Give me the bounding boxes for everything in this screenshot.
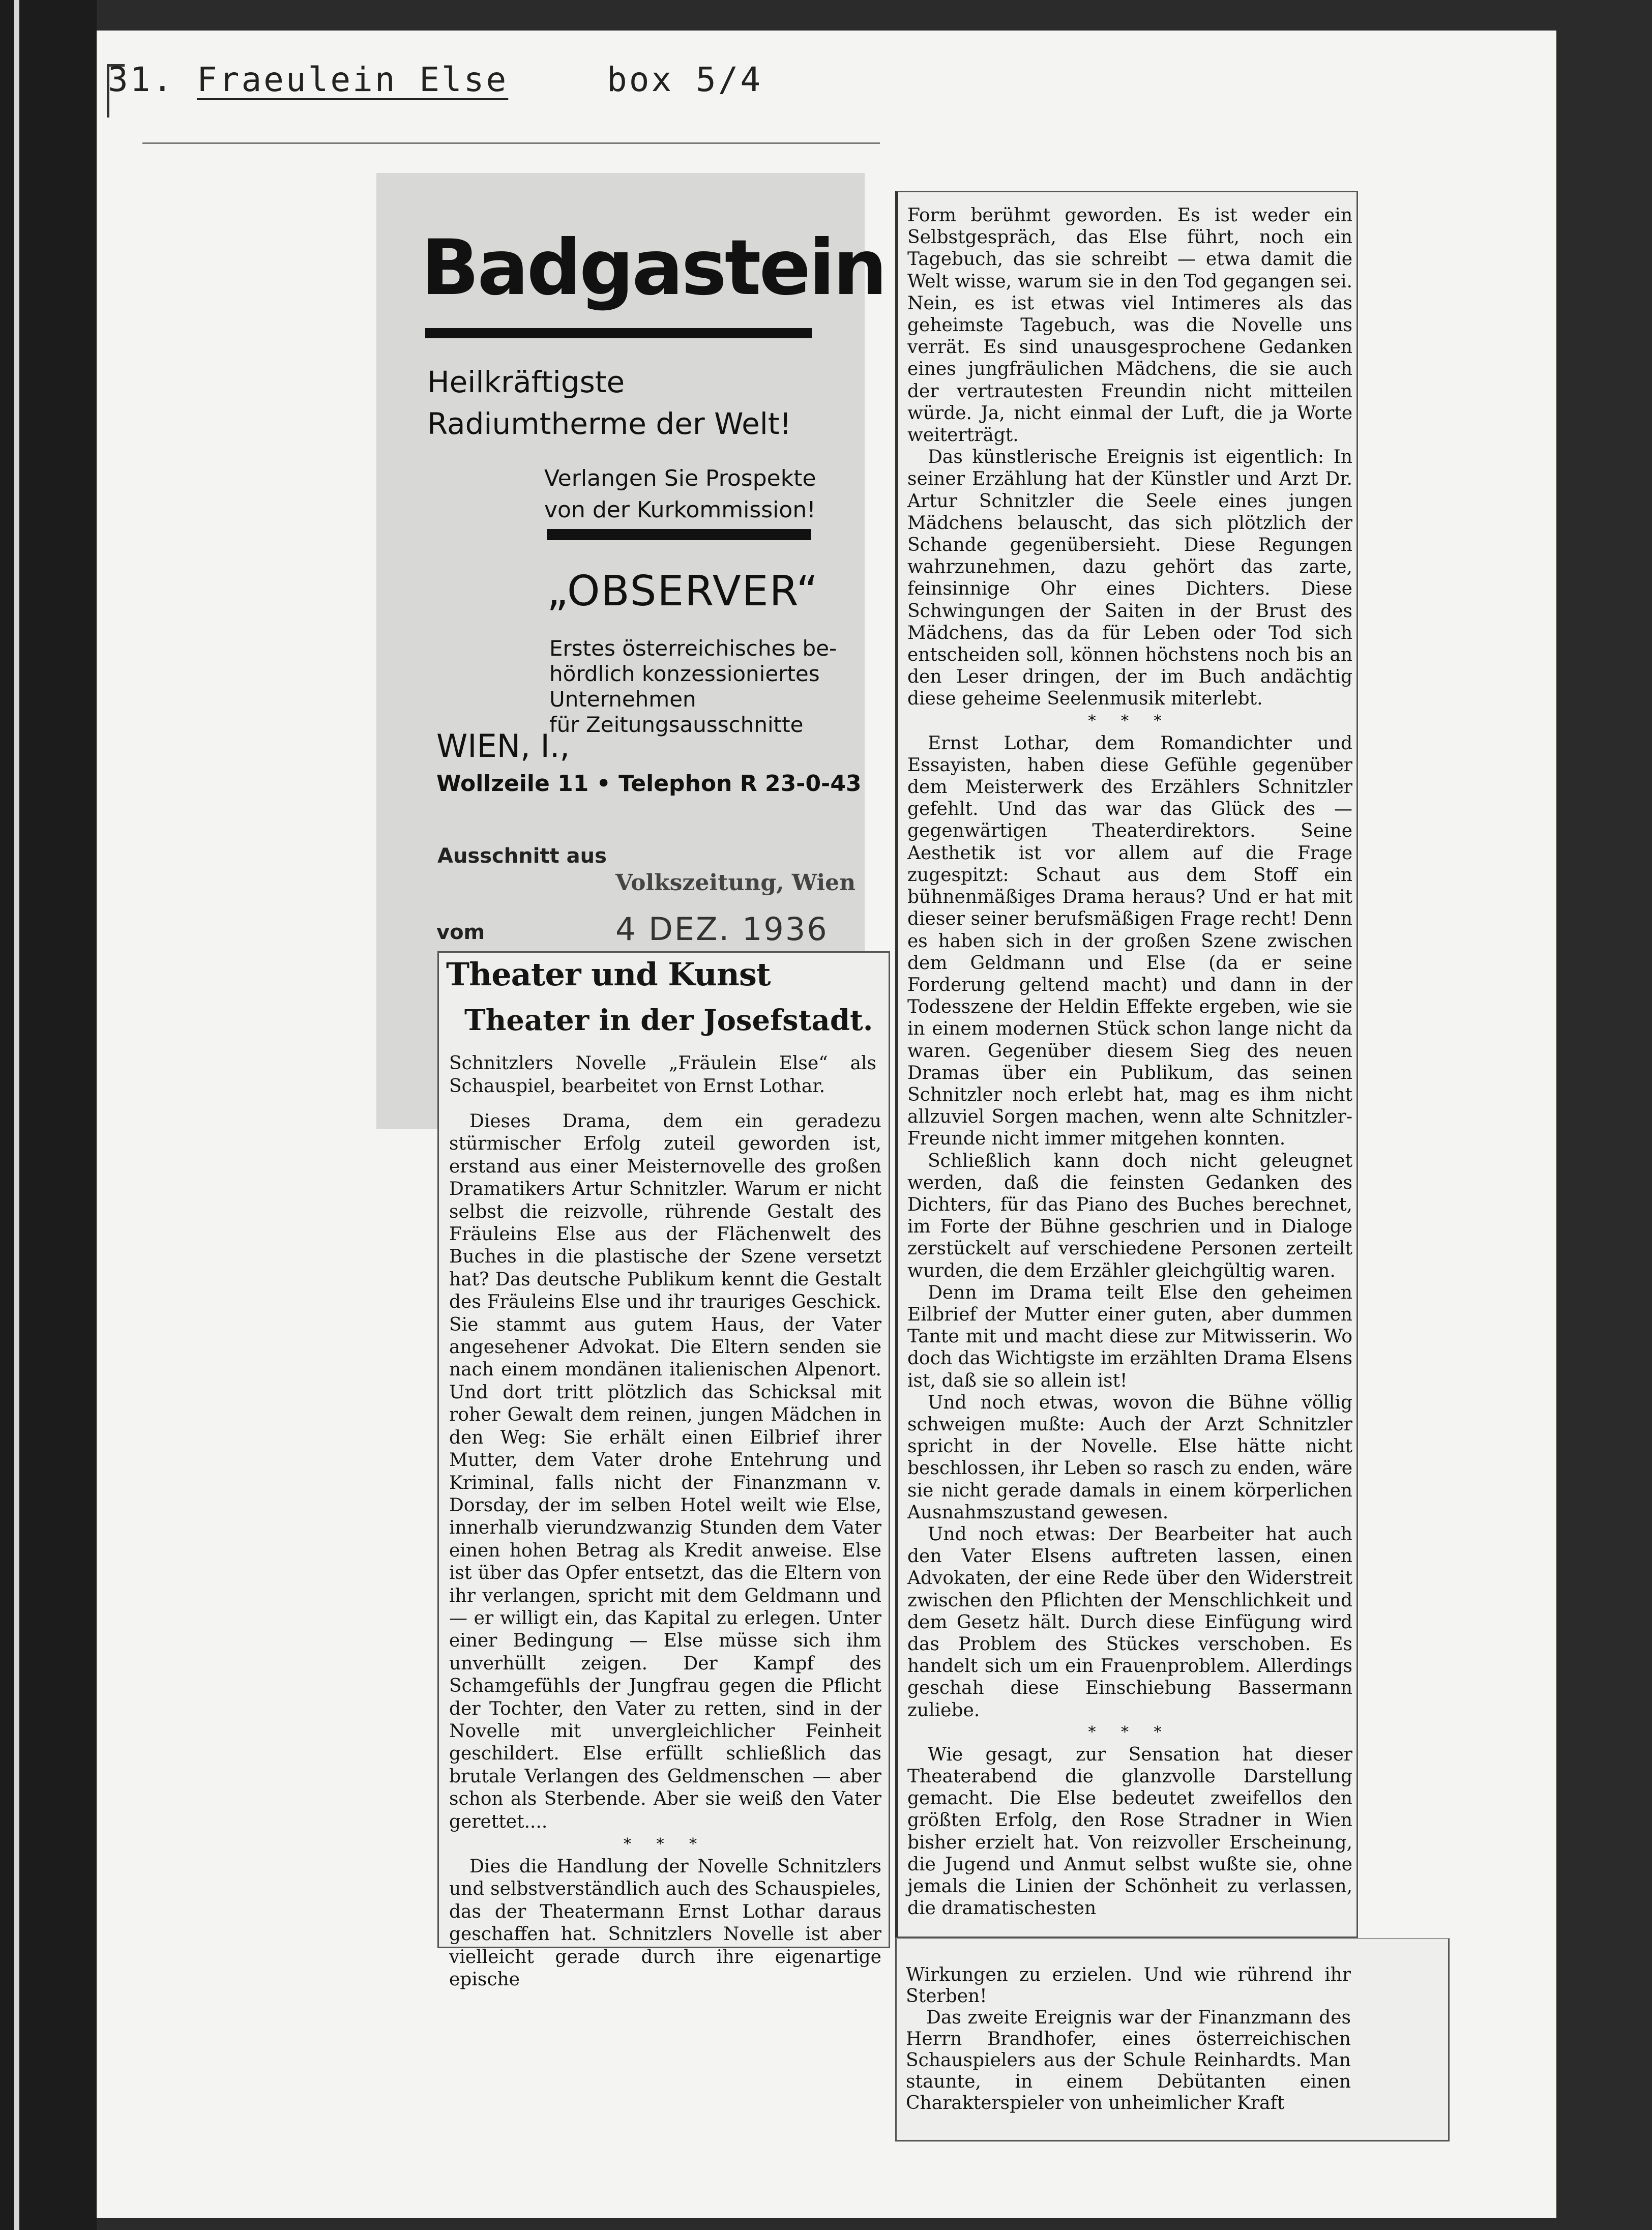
advert-rule-2 (547, 529, 811, 540)
header-rule (142, 142, 880, 144)
article-body-3 (906, 1964, 1351, 2114)
agency-address: Wollzeile 11 • Telephon R 23-0-43 (436, 771, 862, 797)
article-column-3 (895, 1938, 1450, 2141)
article-column-1 (437, 951, 890, 1990)
separator: * * * (1088, 712, 1172, 730)
paragraph: Denn im Drama teilt Else den geheimen Eilbrief der Mutter einer guten, aber dummen Tante mit und macht diese zur Mitwisserin. Wo doch das Wichtigste im erzählten Drama Elsens ist, daß sie so allein ist! (907, 1282, 1352, 1391)
article-body-1 (449, 1110, 881, 1991)
header-number: 31. (108, 60, 175, 99)
film-strip (14, 0, 19, 2230)
paragraph: Ernst Lothar, dem Romandichter und Essayisten, haben diese Gefühle gegenüber dem Meisterwerk des Erzählers Schnitzler gefehlt. Und das war das Glück des — gegenwärtigen Theaterdirektors. Seine Aesthetik ist vor allem auf die Frage zugespitzt: Schaut aus dem Stoff ein bühnenmäßiges Drama heraus? Und er hat mit dieser seiner berufsmäßigen Frage recht! Denn es haben sich in der großen Szene zwischen dem Geldmann und Else (da er seine Forderung geltend macht) und dann in der Todesszene der Heldin Effekte ergeben, wie sie in einem modernen Stück schon lange nicht da waren. Gegenüber diesem Sieg des neuen Dramas über ein Publikum, das seinen Schnitzler noch erlebt hat, mag es ihm nicht allzuviel Sorgen machen, wenn alte Schnitzler-Freunde nicht immer mitgehen konnten. (907, 732, 1352, 1150)
agency-desc-line: Erstes österreichisches be- (549, 636, 837, 661)
separator: * * * (1088, 1723, 1172, 1741)
paragraph: Das zweite Ereignis war der Finanzmann des Herrn Brandhofer, eines österreichischen Schauspielers aus der Schule Reinhardts. Man staunte, in einem Debütanten einen Charakterspieler von unheimlicher Kraft (906, 2007, 1351, 2114)
advert-rule (425, 328, 812, 338)
article-column-2 (895, 191, 1358, 1938)
advert-request (544, 463, 816, 526)
article-intro: Schnitzlers Novelle „Fräulein Else“ als Schauspiel, bearbeitet von Ernst Lothar. (449, 1053, 876, 1097)
paragraph: Und noch etwas: Der Bearbeiter hat auch den Vater Elsens auftreten lassen, einen Advokaten, der eine Rede über den Widerstreit zwischen den Pflichten der Menschlichkeit und dem Gesetz hält. Durch diese Einfügung wird das Problem des Stückes verschoben. Es handelt sich um ein Frauenproblem. Allerdings geschah diese Einschiebung Bassermann zuliebe. (907, 1523, 1352, 1721)
scan-left-edge (0, 0, 97, 2230)
paragraph: Wie gesagt, zur Sensation hat dieser Theaterabend die glanzvolle Darstellung gemacht. Die Else bedeutet zweifellos den größten Erfolg, den Rose Stradner in Wien bisher erzielt hat. Von reizvoller Erscheinung, die Jugend und Anmut selbst wußte sie, ohne jemals die Linien der Schönheit zu verlassen, die dramatischesten (907, 1744, 1352, 1919)
date-stamp: 4 DEZ. 1936 (615, 911, 829, 948)
separator: * * * (623, 1835, 707, 1853)
paragraph: Schließlich kann doch nicht geleugnet werden, daß die feinsten Gedanken des Dichters, für das Piano des Buches berechnet, im Forte der Bühne geschrien und in Dialoge zerstückelt auf verschiedene Personen zerteilt wurden, die dem Erzähler gleichgültig waren. (907, 1150, 1352, 1281)
advert-request-1: Verlangen Sie Prospekte (544, 465, 816, 491)
paragraph: Und noch etwas, wovon die Bühne völlig schweigen mußte: Auch der Arzt Schnitzler spricht in der Novelle. Else hätte nicht beschlossen, ihr Leben so rasch zu enden, wäre sie nicht gerade damals in einem körperlichen Ausnahmszustand gewesen. (907, 1392, 1352, 1523)
advert-request-2: von der Kurkommission! (544, 497, 816, 523)
paragraph: Das künstlerische Ereignis ist eigentlich: In seiner Erzählung hat der Künstler und Arzt Dr. Artur Schnitzler die Seele eines jungen Mädchens belauscht, das sich plötzlich der Schande gegenübersieht. Diese Regungen wahrzunehmen, dazu gehört das zarte, feinsinnige Ohr eines Dichters. Diese Schwingungen der Saiten in der Brust des Mädchens, das da für Leben oder Tod sich entscheiden soll, können höchstens noch bis an den Leser dringen, der im Buch andächtig diese geheime Seelenmusik miterlebt. (907, 447, 1352, 710)
publication-stamp: Volkszeitung, Wien (615, 870, 856, 896)
advert-tagline-1: Heilkräftigste (427, 365, 625, 399)
agency-desc-line: für Zeitungsausschnitte (549, 712, 804, 737)
paragraph: Wirkungen zu erzielen. Und wie rührend ihr Sterben! (906, 1964, 1351, 2007)
archive-header (108, 60, 762, 99)
date-label: vom (436, 921, 485, 944)
article-headline: Theater in der Josefstadt. (464, 1004, 873, 1037)
agency-desc-line: Unternehmen (549, 687, 696, 712)
paragraph: Dieses Drama, dem ein geradezu stürmischer Erfolg zuteil geworden ist, erstand aus einer Meisternovelle des großen Dramatikers Artur Schnitzler. Warum er nicht selbst die reizvolle, rührende Gestalt des Fräuleins Else aus der Flächenwelt des Buches in die plastische der Szene versetzt hat? Das deutsche Publikum kennt die Gestalt des Fräuleins Else und ihr trauriges Geschick. Sie stammt aus gutem Haus, der Vater angesehener Advokat. Die Eltern senden sie nach einem mondänen italienischen Alpenort. Und dort tritt plötzlich das Schicksal mit roher Gewalt dem reinen, jungen Mädchen in den Weg: Sie erhält einen Eilbrief ihrer Mutter, dem Vater drohe Entehrung und Kriminal, falls nicht der Finanzmann v. Dorsday, der im selben Hotel weilt wie Else, innerhalb vierundzwanzig Stunden dem Vater einen hohen Betrag als Kredit anweise. Else ist über das Opfer entsetzt, das die Eltern von ihr verlangen, spricht mit dem Geldmann und — er willigt ein, das Kapital zu erlegen. Unter einer Bedingung — Else müsse sich ihm unverhüllt zeigen. Der Kampf des Schamgefühls der Jungfrau gegen die Pflicht der Tochter, den Vater zu retten, sind in der Novelle mit unvergleichlicher Feinheit geschildert. Else erfüllt schließlich das brutale Verlangen des Geldmenschen — aber schon als Sterbende. Aber sie weiß den Vater gerettet.... (449, 1111, 881, 1832)
agency-desc-line: hördlich konzessioniertes (549, 661, 820, 686)
agency-description (549, 636, 837, 738)
paragraph: Form berühmt geworden. Es ist weder ein Selbstgespräch, das Else führt, noch ein Tagebuch, das sie schreibt — etwa damit die Welt wisse, warum sie in den Tod gegangen sei. Nein, es ist etwas viel Intimeres als das geheimste Tagebuch, was die Novelle uns verrät. Es sind unausgesprochene Gedanken eines jungfräulichen Mädchens, die sie auch der vertrautesten Freundin nicht mitteilen würde. Ja, nicht einmal der Luft, die ja Worte weiterträgt. (907, 205, 1352, 446)
section-heading: Theater und Kunst (446, 956, 771, 993)
advert-title: Badgastein (421, 224, 886, 312)
article-body-2 (907, 204, 1352, 1919)
agency-name: „OBSERVER“ (547, 567, 819, 615)
agency-city: WIEN, I., (436, 727, 570, 765)
advert-tagline-2: Radiumtherme der Welt! (427, 406, 791, 441)
header-title: Fraeulein Else (196, 60, 509, 99)
advert-tagline (427, 361, 791, 445)
header-box: box 5/4 (607, 60, 763, 99)
clipping-from-label: Ausschnitt aus (437, 844, 607, 868)
paragraph: Dies die Handlung der Novelle Schnitzlers und selbstverständlich auch des Schauspieles, das der Theatermann Ernst Lothar daraus geschaffen hat. Schnitzlers Novelle ist aber vielleicht gerade durch ihre eigenartige epische (449, 1856, 881, 1990)
